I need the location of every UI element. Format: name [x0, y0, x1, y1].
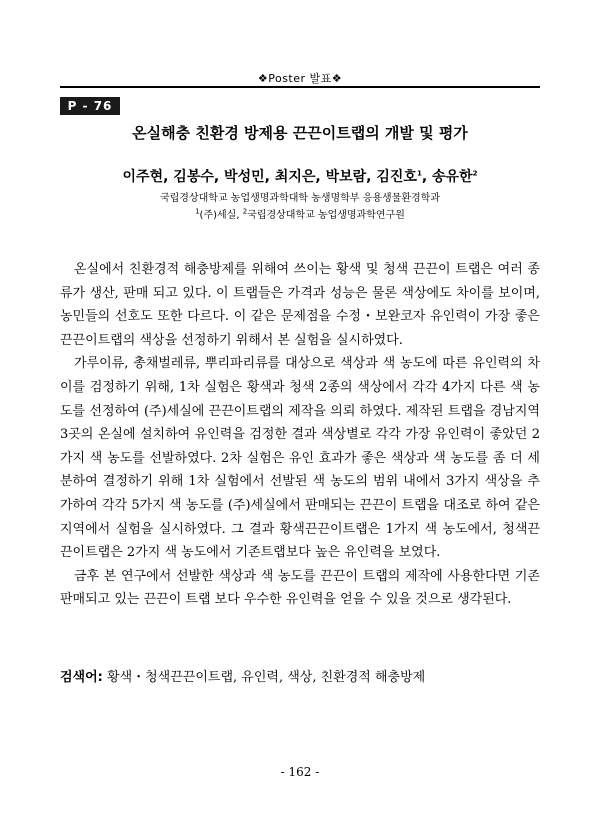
abstract-body: [60, 258, 540, 612]
keywords-value: 황색・청색끈끈이트랩, 유인력, 색상, 친환경적 해충방제: [102, 670, 426, 685]
author-names: 이주현, 김봉수, 박성민, 최지은, 박보람, 김진호: [122, 169, 417, 185]
keywords-label: 검색어:: [60, 670, 103, 685]
affil-mark-1: 1: [195, 207, 200, 216]
poster-number-badge: P - 76: [60, 97, 120, 115]
abstract-paragraph: 가루이류, 총채벌레류, 뿌리파리류를 대상으로 색상과 색 농도에 따른 유인력의 차이를 검정하기 위해, 1차 실험은 황색과 청색 2종의 색상에서 각각 4가지 다른 색 농도를 선정하여 (주)세실에 끈끈이트랩의 제작을 의뢰 하였다. 제작된 트랩을 경남지역 3곳의 온실에 설치하여 유인력을 검정한 결과 색상별로 각각 가장 유인력이 좋았던 2가지 색 농도를 선발하였다. 2차 실험은 유인 효과가 좋은 색상과 색 농도를 좀 더 세분하여 결정하기 위해 1차 실험에서 선발된 색 농도의 범위 내에서 3가지 색상을 추가하여 각각 5가지 색 농도를 (주)세실에서 판매되는 끈끈이 트랩을 대조로 하여 같은 지역에서 실험을 실시하였다. 그 결과 황색끈끈이트랩은 1가지 색 농도에서, 청색끈끈이트랩은 2가지 색 농도에서 기존트랩보다 높은 유인력을 보였다.: [60, 356, 540, 561]
affiliation-secondary: [0, 206, 600, 221]
page-number: - 162 -: [280, 765, 320, 779]
author-last: , 송유한: [421, 169, 473, 185]
header-divider: [60, 86, 540, 88]
author-affil-mark-1: 1: [416, 169, 422, 178]
abstract-paragraph: 온실에서 친환경적 해충방제를 위해여 쓰이는 황색 및 청색 끈끈이 트랩은 여러 종류가 생산, 판매 되고 있다. 이 트랩들은 가격과 성능은 물론 색상에도 차이를 보이며, 농민들의 선호도 또한 다르다. 이 같은 문제점을 수정・보완코자 유인력이 가장 좋은 끈끈이트랩의 색상을 선정하기 위해서 본 실험을 실시하였다.: [60, 262, 540, 348]
affiliation-primary: 국립경상대학교 농업생명과학대학 농생명학부 응용생물환경학과: [159, 193, 441, 204]
affil-company: (주)세실,: [199, 210, 243, 221]
section-header: ❖Poster 발표❖: [257, 72, 343, 85]
paper-title: 온실해충 친환경 방제용 끈끈이트랩의 개발 및 평가: [132, 124, 468, 142]
abstract-paragraph: 금후 본 연구에서 선발한 색상과 색 농도를 끈끈이 트랩의 제작에 사용한다면 기존 판매되고 있는 끈끈이 트랩 보다 우수한 유인력을 얻을 수 있을 것으로 생각된다.: [60, 568, 540, 608]
author-list: [0, 166, 600, 186]
affil-institute: 국립경상대학교 농업생명과학연구원: [247, 210, 405, 221]
keywords-line: [60, 666, 540, 685]
author-affil-mark-2: 2: [472, 169, 478, 178]
affil-mark-2: 2: [242, 207, 248, 216]
